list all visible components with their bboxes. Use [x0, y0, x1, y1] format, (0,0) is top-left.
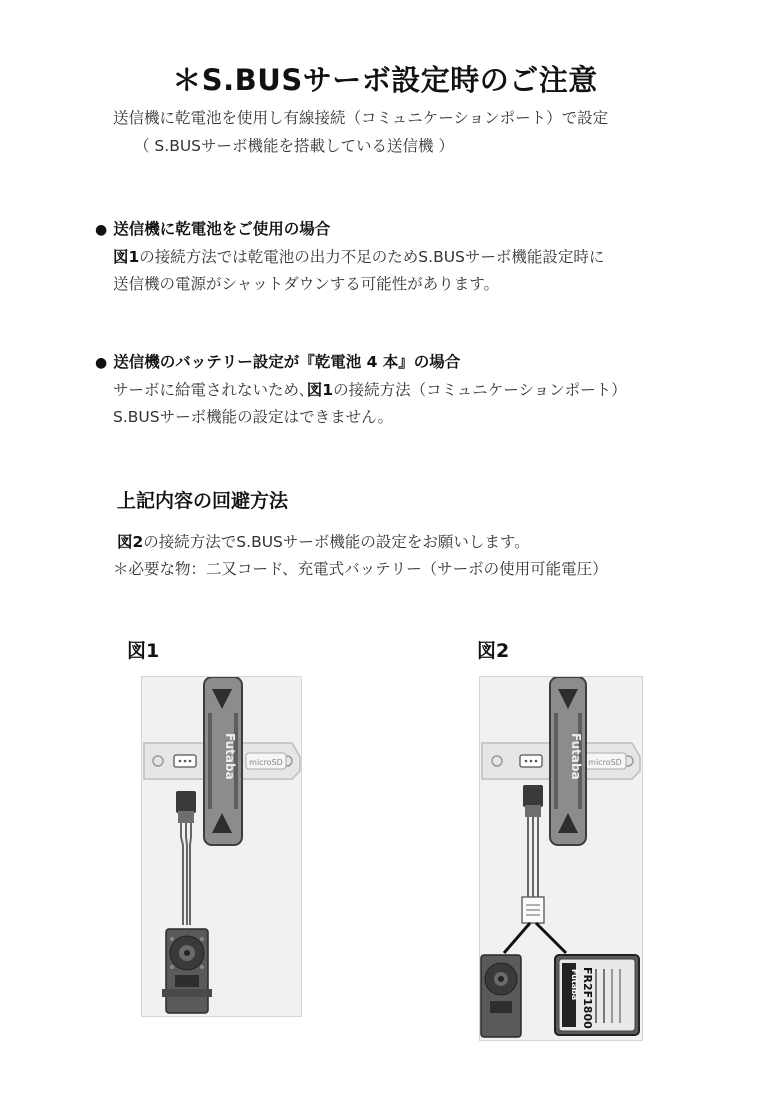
figure2-panel [479, 676, 643, 1041]
servo-connector [176, 791, 196, 813]
intro-line-1: 送信機に乾電池を使用し有線接続（コミュニケーションポート）で設定 [113, 109, 609, 127]
servo-connector [523, 785, 543, 807]
rechargeable-battery-icon [555, 955, 639, 1035]
figure2-diagram [480, 677, 642, 1040]
section2-heading [95, 350, 460, 372]
futaba-logo: Futaba [569, 733, 583, 780]
microsd-label: microSD [588, 758, 622, 767]
section2-line-1-post: の接続方法（コミュニケーションポート） [333, 381, 627, 399]
fig-ref: 図2 [117, 533, 144, 551]
section1-line-1 [113, 245, 604, 267]
section1-heading [95, 217, 330, 239]
servo-icon [481, 955, 521, 1037]
figure1-diagram [142, 677, 301, 1016]
servo-cable [181, 823, 183, 925]
bullet-icon: ● [95, 355, 108, 371]
section3-line-1 [117, 530, 530, 552]
battery-brand: Futaba [570, 969, 579, 1001]
fig-ref: 図1 [306, 381, 334, 399]
section2-line-2: S.BUSサーボ機能の設定はできません。 [113, 408, 394, 426]
intro-line-2: （ S.BUSサーボ機能を搭載している送信機 ） [134, 137, 454, 155]
page-title: ＊S.BUSサーボ設定時のご注意 [172, 63, 598, 97]
section2-line-1-pre: サーボに給電されないため､ [113, 381, 307, 399]
battery-model: FR2F1800 [581, 967, 594, 1029]
servo-icon [162, 929, 212, 1013]
section1-line-2: 送信機の電源がシャットダウンする可能性があります。 [113, 275, 499, 293]
bullet-icon: ● [95, 222, 108, 238]
figure1-panel [141, 676, 302, 1017]
section2-heading-text: 送信機のバッテリー設定が『乾電池 4 本』の場合 [113, 353, 461, 371]
section1-line-1-text: の接続方法では乾電池の出力不足のためS.BUSサーボ機能設定時に [139, 248, 605, 266]
figure2-label: 図2 [477, 640, 510, 662]
section3-line-1-text: の接続方法でS.BUSサーボ機能の設定をお願いします。 [143, 533, 530, 551]
microsd-label: microSD [249, 758, 283, 767]
y-harness-cable [504, 923, 530, 953]
section1-heading-text: 送信機に乾電池をご使用の場合 [113, 220, 331, 238]
fig-ref: 図1 [113, 248, 140, 266]
figure1-label: 図1 [127, 640, 160, 662]
section2-line-1 [113, 378, 627, 400]
section3-heading: 上記内容の回避方法 [117, 490, 289, 512]
section3-line-2: ＊必要な物：二又コード、充電式バッテリー（サーボの使用可能電圧） [113, 560, 608, 578]
futaba-logo: Futaba [223, 733, 237, 780]
